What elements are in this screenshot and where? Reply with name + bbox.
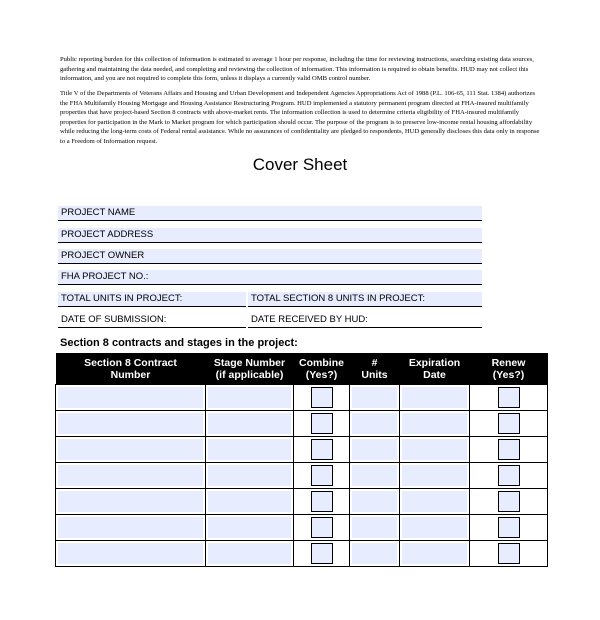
project-address-label: PROJECT ADDRESS [61, 229, 154, 240]
contract-number-cell [56, 463, 206, 489]
combine-checkbox[interactable] [311, 491, 333, 512]
combine-checkbox[interactable] [311, 543, 333, 564]
contract-number-input[interactable] [58, 439, 203, 460]
expiration-date-input[interactable] [402, 465, 467, 486]
stage-number-cell [206, 385, 294, 411]
contract-number-cell [56, 541, 206, 567]
page-title: Cover Sheet [252, 155, 348, 174]
header-expiration-date: Expiration Date [400, 353, 470, 385]
expiration-date-cell [400, 463, 470, 489]
project-name-field[interactable] [58, 206, 482, 221]
units-cell [350, 411, 400, 437]
header-units: # Units [350, 353, 400, 385]
renew-cell [470, 515, 548, 541]
contract-number-cell [56, 489, 206, 515]
combine-checkbox[interactable] [311, 387, 333, 408]
stage-number-input[interactable] [208, 387, 291, 408]
expiration-date-cell [400, 489, 470, 515]
fha-project-no-field[interactable] [58, 270, 482, 285]
contract-number-input[interactable] [58, 465, 203, 486]
expiration-date-input[interactable] [402, 413, 467, 434]
stage-number-cell [206, 463, 294, 489]
date-received-label: DATE RECEIVED BY HUD: [251, 314, 368, 325]
combine-checkbox[interactable] [311, 465, 333, 486]
contract-number-input[interactable] [58, 543, 203, 564]
combine-cell [294, 385, 350, 411]
combine-cell [294, 437, 350, 463]
stage-number-cell [206, 489, 294, 515]
contracts-table [55, 353, 548, 567]
units-input[interactable] [352, 491, 397, 512]
table-header-row [56, 353, 548, 385]
stage-number-input[interactable] [208, 439, 291, 460]
date-of-submission-label: DATE OF SUBMISSION: [61, 314, 167, 325]
fha-project-no-label: FHA PROJECT NO.: [61, 271, 149, 282]
units-cell [350, 437, 400, 463]
contract-number-input[interactable] [58, 413, 203, 434]
renew-checkbox[interactable] [498, 465, 520, 486]
table-row [56, 437, 548, 463]
contract-number-input[interactable] [58, 491, 203, 512]
expiration-date-cell [400, 385, 470, 411]
units-input[interactable] [352, 387, 397, 408]
renew-checkbox[interactable] [498, 517, 520, 538]
expiration-date-input[interactable] [402, 387, 467, 408]
date-received-field[interactable] [248, 313, 482, 328]
expiration-date-input[interactable] [402, 543, 467, 564]
renew-cell [470, 489, 548, 515]
table-row [56, 489, 548, 515]
project-name-label: PROJECT NAME [61, 207, 136, 218]
header-contract-number: Section 8 Contract Number [56, 353, 206, 385]
combine-checkbox[interactable] [311, 413, 333, 434]
renew-cell [470, 385, 548, 411]
stage-number-input[interactable] [208, 517, 291, 538]
contract-number-cell [56, 411, 206, 437]
units-cell [350, 489, 400, 515]
units-input[interactable] [352, 439, 397, 460]
project-owner-label: PROJECT OWNER [61, 250, 145, 261]
units-input[interactable] [352, 465, 397, 486]
renew-checkbox[interactable] [498, 439, 520, 460]
project-address-field[interactable] [58, 228, 482, 243]
units-input[interactable] [352, 543, 397, 564]
units-cell [350, 385, 400, 411]
contract-number-input[interactable] [58, 517, 203, 538]
stage-number-cell [206, 541, 294, 567]
combine-cell [294, 515, 350, 541]
units-cell [350, 515, 400, 541]
authority-notice: Title V of the Departments of Veterans Affairs and Housing and Urban Development and Independent Agencies Appropriations Act of 1988 (P.L. 106-65, 111 Stat. 1384) authorizes the FHA Multifamily Housing Mortgage and Housing Assistance Restructuring Program. HUD implemented a statutory permanent program directed at FHA-insured multifamily properties that have project-based Section 8 contracts with above-market rents. The information collection is used to determine criteria eligibility of FHA-insured multifamily properties for participation in the Mark to Market program for which participation should occur. The purpose of the program is to preserve low-income rental housing affordability while reducing the long-term costs of Federal rental assistance. While no assurances of confidentiality are pledged to respondents, HUD generally discloses this data only in response to a Freedom of Information request. [60, 90, 540, 145]
burden-notice: Public reporting burden for this collection of information is estimated to average 1 hour per response, including the time for reviewing instructions, searching existing data sources, gathering and maintaining the data needed, and completing and reviewing the collection of information. This information is required to obtain benefits. HUD may not collect this information, and you are not required to complete this form, unless it displays a currently valid OMB control number. [60, 56, 534, 83]
table-row [56, 515, 548, 541]
header-combine: Combine (Yes?) [294, 353, 350, 385]
total-units-label: TOTAL UNITS IN PROJECT: [61, 293, 183, 304]
date-of-submission-field[interactable] [58, 313, 246, 328]
contract-number-cell [56, 437, 206, 463]
renew-checkbox[interactable] [498, 491, 520, 512]
combine-cell [294, 489, 350, 515]
expiration-date-cell [400, 515, 470, 541]
combine-cell [294, 541, 350, 567]
stage-number-input[interactable] [208, 491, 291, 512]
renew-cell [470, 411, 548, 437]
renew-checkbox[interactable] [498, 387, 520, 408]
total-section8-units-field[interactable] [248, 292, 482, 307]
stage-number-input[interactable] [208, 413, 291, 434]
units-input[interactable] [352, 517, 397, 538]
combine-checkbox[interactable] [311, 439, 333, 460]
contract-number-cell [56, 385, 206, 411]
units-cell [350, 463, 400, 489]
combine-cell [294, 463, 350, 489]
renew-checkbox[interactable] [498, 543, 520, 564]
combine-cell [294, 411, 350, 437]
header-stage-number: Stage Number (if applicable) [206, 353, 294, 385]
expiration-date-cell [400, 411, 470, 437]
renew-cell [470, 437, 548, 463]
expiration-date-input[interactable] [402, 491, 467, 512]
stage-number-cell [206, 411, 294, 437]
units-cell [350, 541, 400, 567]
table-row [56, 411, 548, 437]
project-owner-field[interactable] [58, 249, 482, 264]
expiration-date-cell [400, 437, 470, 463]
units-input[interactable] [352, 413, 397, 434]
header-renew: Renew (Yes?) [470, 353, 548, 385]
expiration-date-input[interactable] [402, 517, 467, 538]
renew-checkbox[interactable] [498, 413, 520, 434]
total-units-field[interactable] [58, 292, 246, 307]
contract-number-cell [56, 515, 206, 541]
stage-number-input[interactable] [208, 543, 291, 564]
section-heading: Section 8 contracts and stages in the project: [60, 337, 298, 349]
stage-number-input[interactable] [208, 465, 291, 486]
table-row [56, 463, 548, 489]
table-row [56, 385, 548, 411]
renew-cell [470, 541, 548, 567]
stage-number-cell [206, 437, 294, 463]
contract-number-input[interactable] [58, 387, 203, 408]
table-row [56, 541, 548, 567]
total-section8-units-label: TOTAL SECTION 8 UNITS IN PROJECT: [251, 293, 426, 304]
renew-cell [470, 463, 548, 489]
expiration-date-input[interactable] [402, 439, 467, 460]
expiration-date-cell [400, 541, 470, 567]
stage-number-cell [206, 515, 294, 541]
combine-checkbox[interactable] [311, 517, 333, 538]
